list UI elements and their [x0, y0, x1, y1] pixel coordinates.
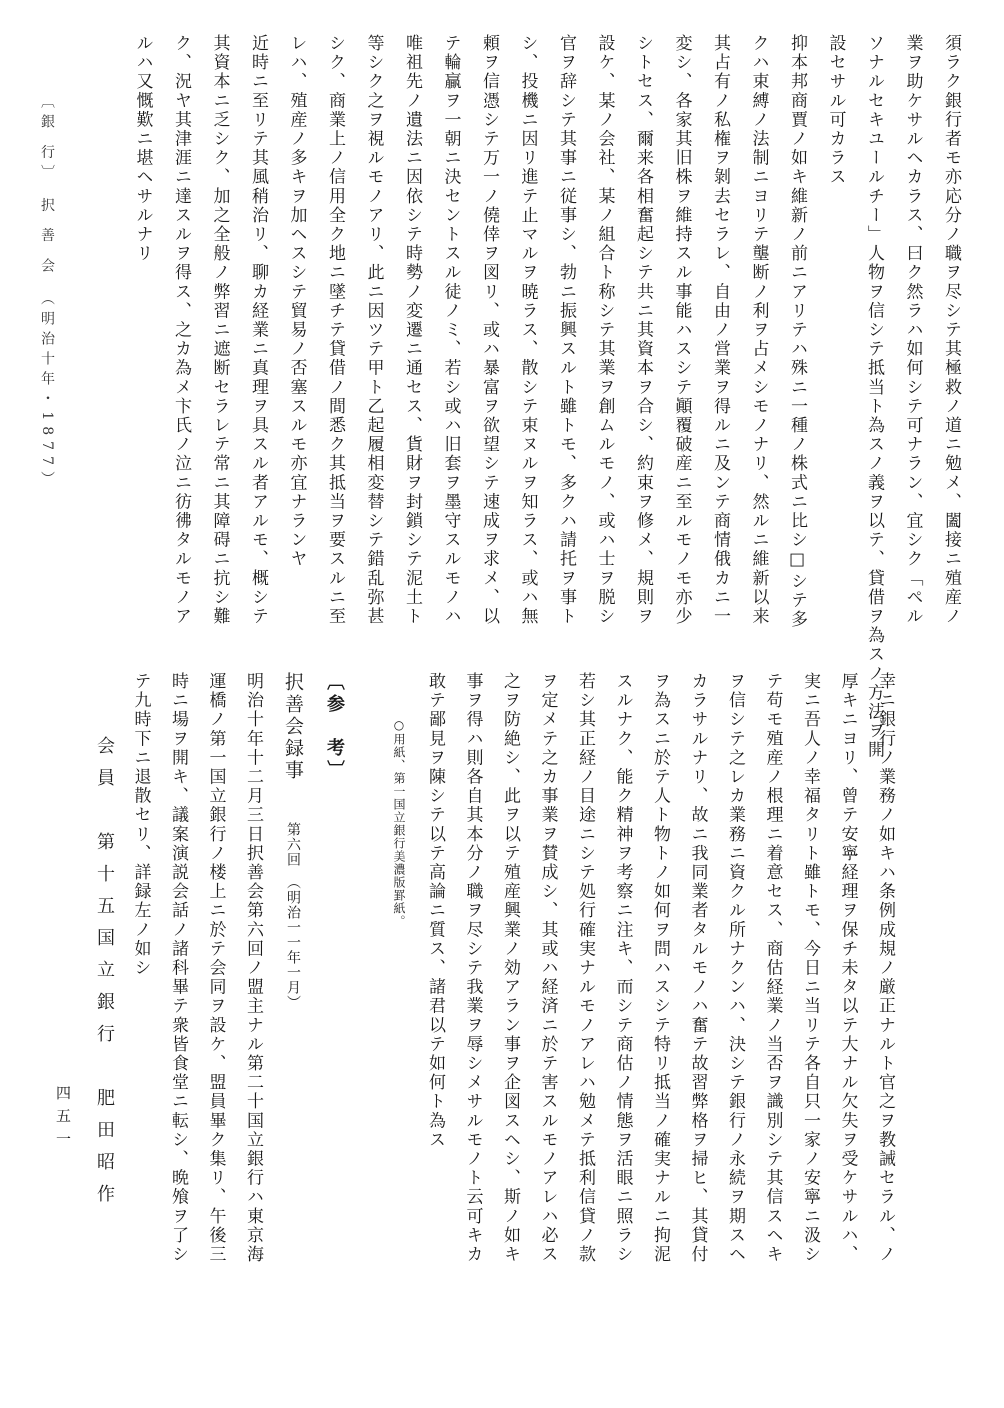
upper-column-1: 須ラク銀行者モ亦応分ノ職ヲ尽シテ其極救ノ道ニ勉メ、闔接ニ殖産ノ: [941, 34, 961, 627]
upper-column-5: 抑本邦商賈ノ如キ維新ノ前ニアリテハ殊ニ一種ノ株式ニ比シ□シテ多: [787, 34, 807, 630]
upper-column-18: レハ、殖産ノ多キヲ加ヘスシテ貿易ノ否塞スルモ亦宜ナランヤ: [286, 34, 307, 569]
lower-column-11: 之ヲ防絶シ、此ヲ以テ殖産興業ノ効アラン事ヲ企図スヘシ、斯ノ如キ: [500, 672, 520, 1265]
reference-column-2: 運橋ノ第一国立銀行ノ楼上ニ於テ会同ヲ設ケ、盟員畢ク集リ、午後三: [205, 672, 226, 1265]
upper-column-21: ク、況ヤ其津涯ニ達スルヲ得ス、之カ為メ卞氏ノ泣ニ彷彿タルモノア: [171, 34, 191, 627]
signature-line: 会員 第十五国立銀行 肥田昭作: [94, 736, 115, 1216]
lower-column-1: 幸ニ銀行ノ業務ノ如キハ条例成規ノ厳正ナルト官之ヲ教誡セラル、ノ: [875, 672, 895, 1265]
lower-column-12: 事ヲ得ハ則各自其本分ノ職ヲ尽シテ我業ヲ辱シメサルモノト云可キカ: [462, 672, 483, 1265]
reference-entry-subtitle: 第六回 （明治一一年一月）: [285, 822, 301, 1010]
lower-column-8: スルナク、能ク精神ヲ考察ニ注キ、而シテ商估ノ情態ヲ活眼ニ照ラシ: [612, 672, 633, 1265]
lower-column-2: 厚キニヨリ、曾テ安寧経理ヲ保チ未タ以テ大ナル欠失ヲ受ケサルハ、: [837, 672, 858, 1265]
upper-column-11: 官ヲ辞シテ其事ニ従事シ、勃ニ振興スルト雖トモ、多クハ請托ヲ事ト: [556, 34, 576, 627]
upper-column-16: 等シク之ヲ視ルモノアリ、此ニ因ツテ甲ト乙起履相変替シテ錯乱弥甚: [363, 34, 384, 627]
upper-column-22: ルハ又慨歎ニ堪ヘサルナリ: [132, 34, 153, 264]
upper-column-4: 設セサル可カラス: [825, 34, 846, 187]
running-title: 〔銀 行〕 択 善 会 （明治十年・1877）: [39, 94, 55, 491]
upper-column-9: シトセス、爾来各相奮起シテ共ニ其資本ヲ合シ、約束ヲ修メ、規則ヲ: [633, 34, 653, 627]
upper-column-3: ソナルセキユールチー」人物ヲ信シテ抵当ト為スノ義ヲ以テ、貸借ヲ為スノ方法ヲ開: [864, 34, 884, 760]
lower-column-13: 敢テ鄙見ヲ陳シテ以テ高論ニ質ス、諸君以テ如何ト為ス: [425, 672, 445, 1150]
upper-column-19: 近時ニ至リテ其風稍治リ、聊カ経業ニ真理ヲ具スル者アルモ、概シテ: [248, 34, 268, 627]
lower-column-6: カラサルナリ、故ニ我同業者タルモノハ奮テ故習弊格ヲ掃ヒ、其貸付: [687, 672, 708, 1265]
upper-column-10: 設ケ、某ノ会社、某ノ組合ト称シテ其業ヲ創ムルモノ、或ハ士ヲ脱シ: [594, 34, 615, 627]
upper-column-14: テ輪贏ヲ一朝ニ決セントスル徒ノミ、若シ或ハ旧套ヲ墨守スルモノハ: [440, 34, 461, 627]
upper-column-12: シ、投機ニ因リ進テ止マルヲ暁ラス、散シテ束ヌルヲ知ラス、或ハ無: [517, 34, 538, 627]
upper-column-8: 変シ、各家其旧株ヲ維持スル事能ハスシテ顚覆破産ニ至ルモノモ亦少: [671, 34, 692, 627]
paper-note: ○用紙、第一国立銀行美濃版罫紙。: [392, 718, 406, 928]
reference-column-4: テ九時下ニ退散セリ、詳録左ノ如シ: [130, 672, 151, 978]
reference-column-3: 時ニ場ヲ開キ、議案演説会話ノ諸科畢テ衆皆食堂ニ転シ、晩飧ヲ了シ: [168, 672, 188, 1265]
lower-column-10: ヲ定メテ之カ事業ヲ賛成シ、其或ハ経済ニ於テ害スルモノアレハ必ス: [537, 672, 558, 1265]
lower-column-9: 若シ其正経ノ目途ニシテ処行確実ナルモノアレハ勉メテ抵利信貸ノ款: [575, 672, 595, 1265]
reference-heading: 〔参 考〕: [324, 672, 345, 782]
reference-column-1: 明治十年十二月三日択善会第六回ノ盟主ナル第二十国立銀行ハ東京海: [243, 672, 263, 1265]
upper-column-6: クハ束縛ノ法制ニヨリテ壟断ノ利ヲ占メシモノナリ、然ルニ維新以来: [748, 34, 769, 627]
lower-column-5: ヲ信シテ之レカ業務ニ資クル所ナクンハ、決シテ銀行ノ永続ヲ期スヘ: [725, 672, 745, 1265]
upper-column-20: 其資本ニ乏シク、加之全般ノ弊習ニ遮断セラレテ常ニ其障碍ニ抗シ難: [209, 34, 230, 627]
lower-column-7: ヲ為スニ於テ人ト物トノ如何ヲ問ハスシテ特リ抵当ノ確実ナルニ拘泥: [650, 672, 670, 1265]
lower-column-3: 実ニ吾人ノ幸福タリト雖トモ、今日ニ当リテ各自只一家ノ安寧ニ汲シ: [800, 672, 820, 1265]
page-number: 四五一: [54, 1085, 72, 1154]
upper-column-15: 唯祖先ノ遺法ニ因依シテ時勢ノ変遷ニ通セス、貨財ヲ封鎖シテ泥土ト: [402, 34, 422, 627]
upper-column-2: 業ヲ助ケサルヘカラス、曰ク然ラハ如何シテ可ナラン、宜シク「ペル: [902, 34, 923, 627]
reference-entry-title: 択善会録事: [282, 672, 304, 782]
lower-column-4: テ苟モ殖産ノ根理ニ着意セス、商估経業ノ当否ヲ識別シテ其信スヘキ: [762, 672, 783, 1265]
upper-column-13: 頼ヲ信憑シテ万一ノ僥倖ヲ図リ、或ハ暴富ヲ欲望シテ速成ヲ求メ、以: [479, 34, 499, 627]
upper-column-17: シク、商業上ノ信用全ク地ニ墜チテ貸借ノ間悉ク其抵当ヲ要スルニ至: [325, 34, 345, 627]
upper-column-7: 其占有ノ私権ヲ剝去セラレ、自由ノ営業ヲ得ルニ及ンテ商情俄カニ一: [710, 34, 730, 627]
